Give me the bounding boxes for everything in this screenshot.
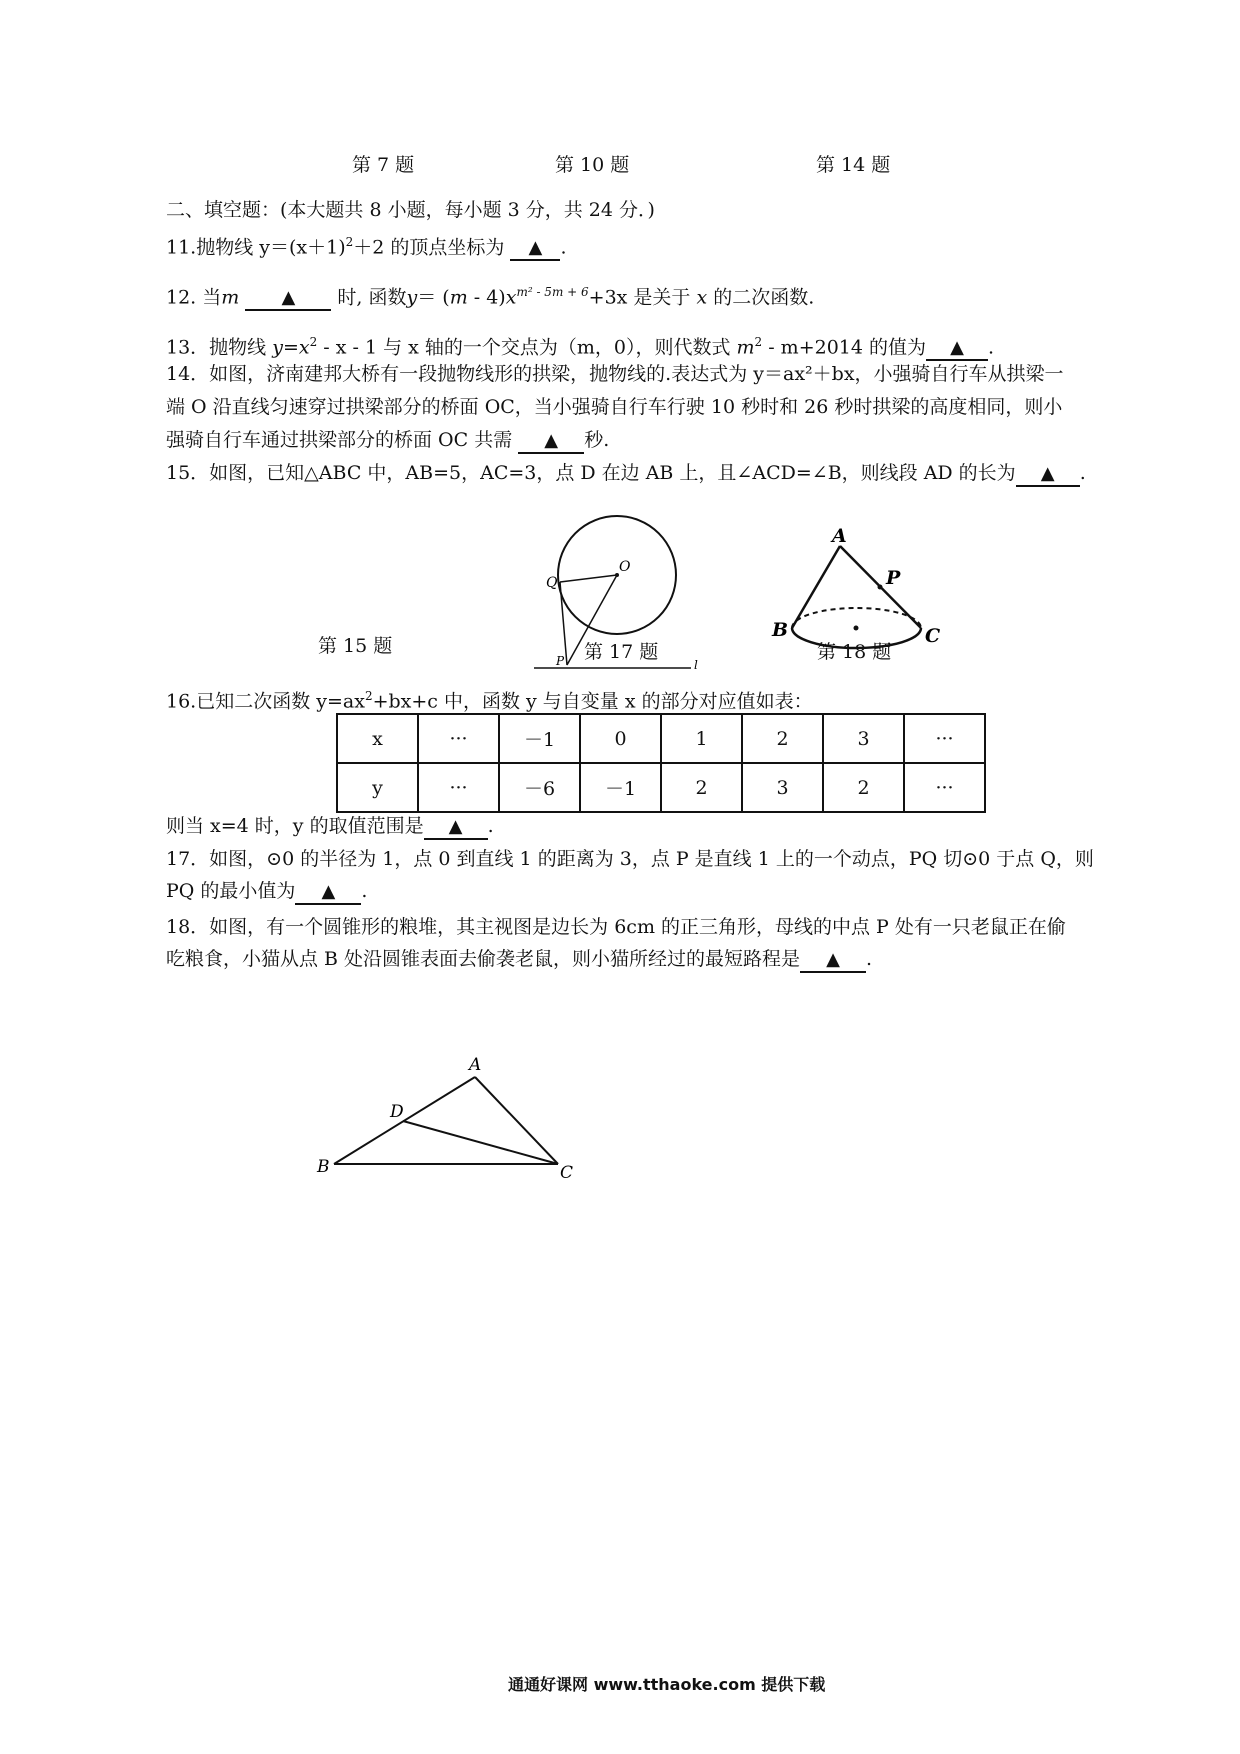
q13-exponent2: 2	[754, 335, 763, 349]
q11-text-pre: 11.抛物线 y＝(x＋1)	[166, 236, 346, 259]
question-11	[166, 228, 567, 261]
q11-text-post: ＋2 的顶点坐标为	[353, 236, 505, 259]
figure-18-cone	[770, 526, 950, 651]
question-16	[166, 682, 813, 715]
answer-blank-q14[interactable]: ▲	[518, 430, 584, 454]
q16-exponent: 2	[364, 689, 373, 703]
q12-text: 当	[202, 286, 222, 309]
caption-q14: 第 14 题	[816, 154, 891, 176]
caption-q18: 第 18 题	[817, 641, 892, 663]
q12-number: 12.	[166, 286, 197, 309]
fig18-label-a: A	[832, 526, 847, 547]
q12-end: 的二次函数.	[713, 286, 815, 309]
q12-var-x2: x	[696, 286, 708, 309]
fig17-label-o: O	[619, 559, 631, 575]
q12-exponent: m² - 5m + 6	[516, 285, 589, 299]
q12-minus4: - 4)	[467, 286, 506, 309]
answer-blank-q18[interactable]: ▲	[800, 949, 866, 973]
page-footer: 通通好课网 www.tthaoke.com 提供下载	[508, 1675, 826, 1694]
question-18-line1: 18．如图，有一个圆锥形的粮堆，其主视图是边长为 6cm 的正三角形，母线的中点 P 处有一只老鼠正在偷	[166, 916, 1066, 938]
q11-exponent: 2	[345, 235, 354, 249]
q12-var-m: m	[221, 286, 240, 309]
value-table	[336, 713, 986, 813]
fig15-label-c: C	[560, 1163, 574, 1180]
fig17-label-p: P	[556, 654, 565, 668]
table-cell: －1	[580, 763, 661, 812]
caption-q7: 第 7 题	[352, 154, 415, 176]
answer-blank-q11[interactable]: ▲	[510, 237, 560, 261]
q13-tail: - m+2014 的值为	[762, 336, 927, 359]
fig18-label-c: C	[925, 625, 941, 647]
q15-text: 15．如图，已知△ABC 中，AB=5，AC=3，点 D 在边 AB 上，且∠ACD=∠B，则线段 AD 的长为	[166, 462, 1016, 484]
table-cell: 2	[661, 763, 742, 812]
q18-line2-end: .	[866, 948, 873, 970]
table-cell: ···	[418, 763, 499, 812]
q18-line2-pre: 吃粮食，小猫从点 B 处沿圆锥表面去偷袭老鼠，则小猫所经过的最短路程是	[166, 948, 801, 970]
fig15-label-b: B	[317, 1157, 330, 1177]
q13-pre: 13．抛物线	[166, 336, 273, 359]
answer-blank-q16[interactable]: ▲	[424, 816, 488, 840]
table-cell: －6	[499, 763, 580, 812]
question-15	[166, 459, 1086, 487]
q13-mid: - x - 1 与 x 轴的一个交点为（m，0），则代数式	[317, 336, 737, 359]
q13-exponent: 2	[309, 335, 318, 349]
fig17-label-q: Q	[546, 575, 558, 591]
table-cell: 3	[823, 714, 904, 763]
q12-eq: ＝ (	[417, 286, 450, 309]
question-18-line2	[166, 945, 872, 973]
table-row-y	[337, 763, 985, 812]
caption-q15: 第 15 题	[318, 635, 393, 657]
fig18-label-p: P	[886, 567, 901, 589]
q16-after-pre: 则当 x=4 时，y 的取值范围是	[166, 815, 424, 837]
q13-end: .	[988, 336, 995, 359]
q16-post: +bx+c 中，函数 y 与自变量 x 的部分对应值如表：	[372, 690, 813, 713]
table-cell: ···	[904, 714, 985, 763]
answer-blank-q13[interactable]: ▲	[926, 337, 988, 361]
question-13	[166, 328, 994, 361]
table-cell: y	[337, 763, 418, 812]
q14-line3-post: 秒.	[584, 429, 610, 451]
question-17-line2	[166, 877, 367, 905]
table-cell: 0	[580, 714, 661, 763]
table-cell: x	[337, 714, 418, 763]
q16-pre: 16.已知二次函数 y=ax	[166, 690, 365, 713]
answer-blank-q17[interactable]: ▲	[295, 881, 361, 905]
caption-q17: 第 17 题	[584, 641, 659, 663]
fig17-label-l: l	[694, 658, 698, 672]
answer-blank-q15[interactable]: ▲	[1016, 463, 1080, 487]
table-row-x	[337, 714, 985, 763]
figure-15-triangle	[310, 1050, 590, 1180]
fig18-label-b: B	[772, 619, 789, 641]
table-cell: －1	[499, 714, 580, 763]
table-cell: 2	[823, 763, 904, 812]
fig15-label-a: A	[469, 1055, 482, 1075]
q13-var-m: m	[736, 336, 755, 359]
question-16-answer-line	[166, 812, 494, 840]
q12-text-shi: 时, 函数	[337, 286, 407, 309]
q12-tail: +3x 是关于	[588, 286, 691, 309]
q17-line2-pre: PQ 的最小值为	[166, 880, 296, 902]
q12-var-x: x	[505, 286, 517, 309]
question-14-line1: 14．如图，济南建邦大桥有一段抛物线形的拱梁，抛物线的.表达式为 y＝ax²＋bx，小强骑自行车从拱梁一	[166, 363, 1064, 385]
q16-after-end: .	[487, 815, 494, 837]
q14-line3-pre: 强骑自行车通过拱梁部分的桥面 OC 共需	[166, 429, 513, 451]
answer-blank-q12[interactable]: ▲	[245, 287, 331, 311]
q12-var-y: y	[406, 286, 418, 309]
question-14-line3	[166, 426, 609, 454]
q15-end: .	[1079, 462, 1086, 484]
table-cell: 2	[742, 714, 823, 763]
fig15-label-d: D	[390, 1102, 404, 1122]
q12-var-m2: m	[449, 286, 468, 309]
table-cell: ···	[904, 763, 985, 812]
question-14-line2: 端 O 沿直线匀速穿过拱梁部分的桥面 OC，当小强骑自行车行驶 10 秒时和 26 秒时拱梁的高度相同，则小	[166, 396, 1063, 418]
table-cell: 3	[742, 763, 823, 812]
q11-end: .	[560, 236, 567, 259]
section-heading: 二、填空题：(本大题共 8 小题，每小题 3 分，共 24 分．)	[166, 199, 655, 221]
q17-line2-end: .	[361, 880, 368, 902]
caption-q10: 第 10 题	[555, 154, 630, 176]
question-17-line1: 17．如图，⊙0 的半径为 1，点 0 到直线 1 的距离为 3，点 P 是直线 1 上的一个动点，PQ 切⊙0 于点 Q，则	[166, 848, 1094, 870]
question-12	[166, 278, 814, 311]
table-cell: 1	[661, 714, 742, 763]
q13-expr: y=x	[272, 336, 310, 359]
table-cell: ···	[418, 714, 499, 763]
